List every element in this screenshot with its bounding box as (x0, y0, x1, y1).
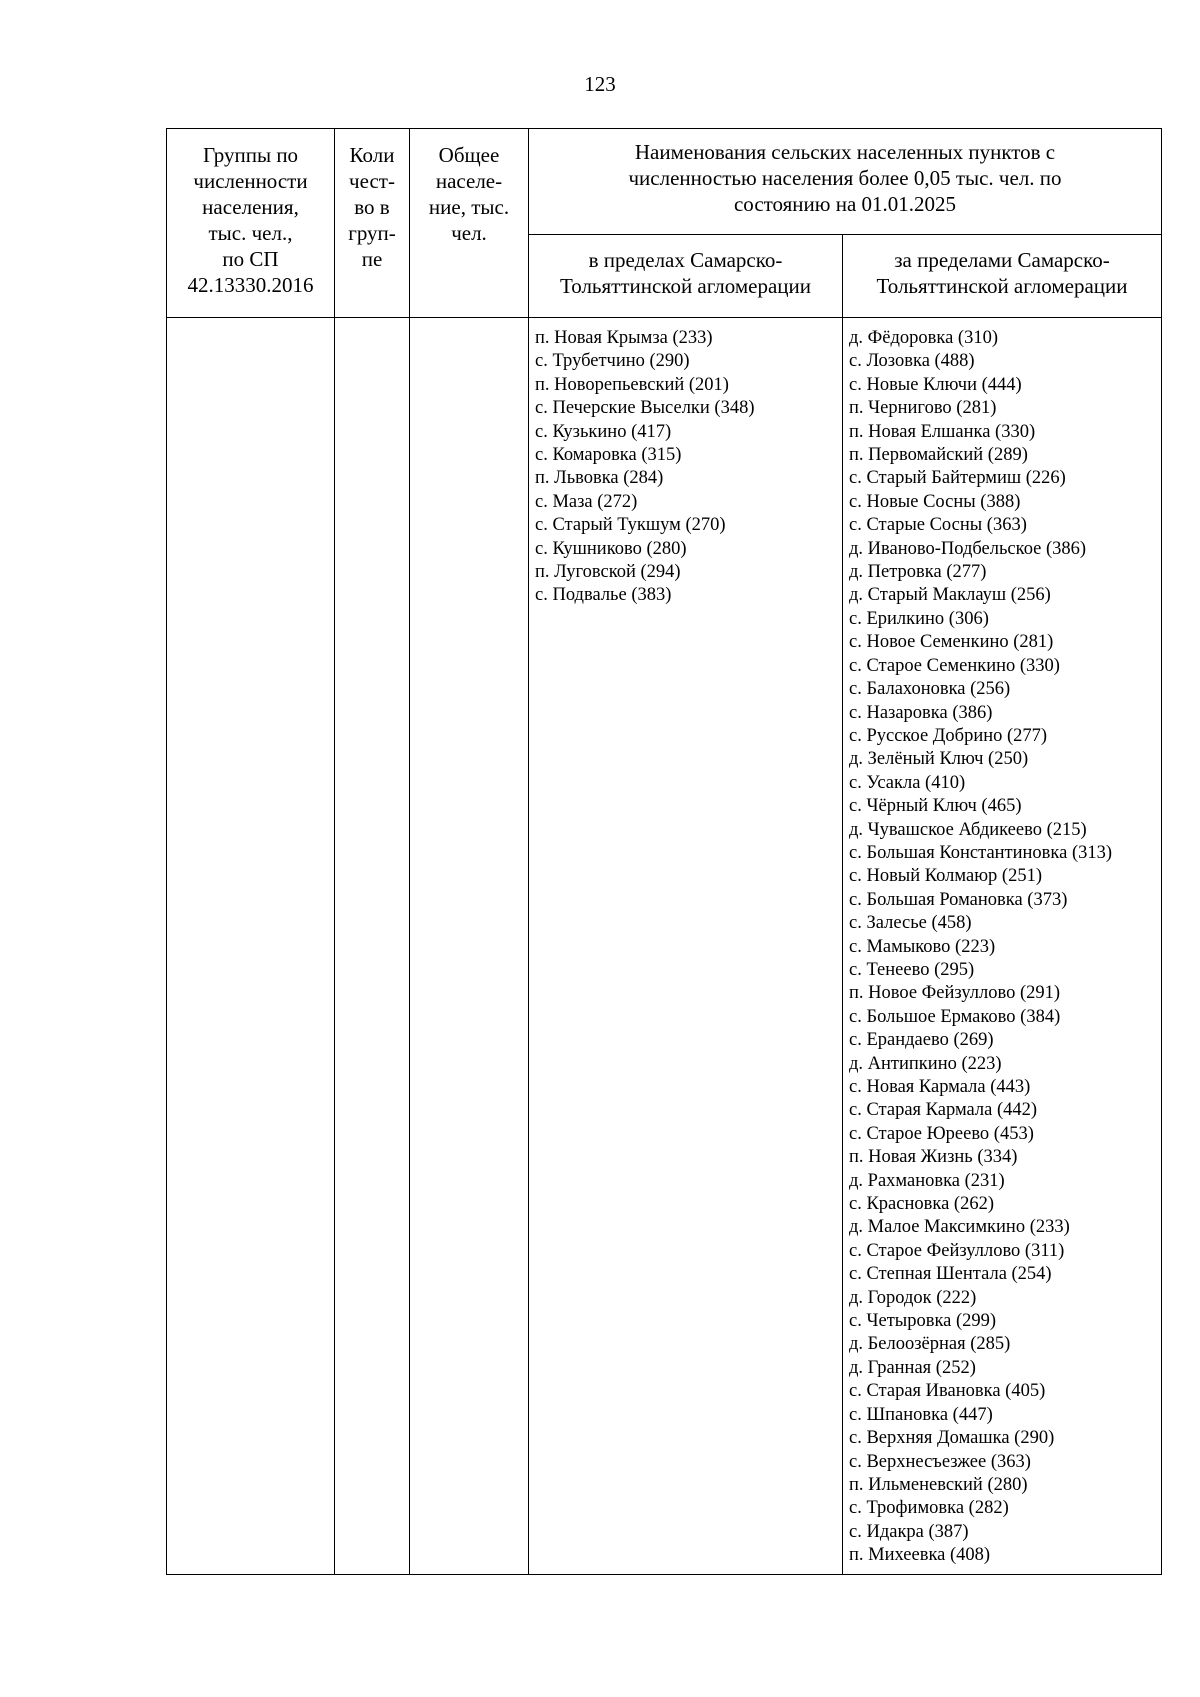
list-item: с. Маза (272) (535, 491, 638, 512)
list-item: с. Русское Добрино (277) (849, 725, 1048, 746)
list-item: с. Кушниково (280) (535, 538, 687, 559)
list-item: с. Новый Колмаюр (251) (849, 866, 1042, 887)
list-item: д. Иваново-Подбельское (386) (849, 538, 1087, 559)
cell-group-empty (167, 318, 335, 1575)
list-item: д. Чувашское Абдикеево (215) (849, 819, 1087, 840)
inside-agglomeration-list (529, 318, 843, 1575)
list-item: с. Новые Ключи (444) (849, 374, 1022, 395)
list-item: с. Назаровка (386) (849, 702, 993, 723)
cell-total-empty (410, 318, 529, 1575)
list-item: с. Старое Фейзуллово (311) (849, 1240, 1065, 1261)
settlements-table (166, 128, 1162, 1575)
list-item: с. Шпановка (447) (849, 1404, 993, 1425)
list-item: с. Старая Кармала (442) (849, 1100, 1038, 1121)
list-item: с. Печерские Выселки (348) (535, 398, 755, 419)
list-item: с. Идакра (387) (849, 1521, 969, 1542)
list-item: с. Новые Сосны (388) (849, 491, 1021, 512)
list-item: с. Ерилкино (306) (849, 608, 989, 629)
cell-count-empty (335, 318, 410, 1575)
list-item: д. Городок (222) (849, 1287, 977, 1308)
list-item: с. Тенеево (295) (849, 959, 975, 980)
list-item: с. Кузькино (417) (535, 421, 672, 442)
list-item: д. Антипкино (223) (849, 1053, 1002, 1074)
list-item: с. Комаровка (315) (535, 445, 682, 466)
list-item: с. Старая Ивановка (405) (849, 1381, 1046, 1402)
header-settlement-names: Наименования сельских населенных пунктов с численностью населения более 0,05 тыс. чел. по состоянию на 01.01.2025 (529, 129, 1162, 235)
list-item: с. Степная Шентала (254) (849, 1264, 1052, 1285)
list-item: с. Старое Юреево (453) (849, 1123, 1034, 1144)
list-item: с. Красновка (262) (849, 1194, 994, 1215)
list-item: с. Мамыково (223) (849, 936, 996, 957)
list-item: п. Львовка (284) (535, 468, 664, 489)
list-item: д. Белоозёрная (285) (849, 1334, 1011, 1355)
list-item: п. Первомайский (289) (849, 445, 1028, 466)
list-item: с. Верхнесъезжее (363) (849, 1451, 1031, 1472)
list-item: д. Малое Максимкино (233) (849, 1217, 1070, 1238)
list-item: с. Старые Сосны (363) (849, 515, 1027, 536)
header-outside-agglomeration: за пределами Самарско- Тольяттинской агломерации (843, 235, 1162, 318)
list-item: с. Большое Ермаково (384) (849, 1006, 1061, 1027)
list-item: с. Трубетчино (290) (535, 351, 690, 372)
list-item: д. Старый Маклауш (256) (849, 585, 1051, 606)
list-item: д. Фёдоровка (310) (849, 328, 999, 348)
list-item: п. Новое Фейзуллово (291) (849, 983, 1061, 1004)
list-item: с. Лозовка (488) (849, 351, 975, 372)
header-total-population: Общее населе- ние, тыс. чел. (410, 129, 529, 318)
list-item: с. Трофимовка (282) (849, 1498, 1009, 1519)
list-item: с. Залесье (458) (849, 913, 972, 934)
list-item: с. Старый Тукшум (270) (535, 515, 726, 536)
list-item: с. Усакла (410) (849, 772, 966, 793)
list-item: п. Михеевка (408) (849, 1545, 991, 1566)
list-item: д. Рахмановка (231) (849, 1170, 1005, 1191)
header-inside-agglomeration: в пределах Самарско- Тольяттинской агломерации (529, 235, 843, 318)
list-item: с. Новая Кармала (443) (849, 1077, 1031, 1097)
list-item: п. Ильменевский (280) (849, 1474, 1028, 1495)
list-item: с. Ерандаево (269) (849, 1030, 994, 1051)
outside-agglomeration-list (843, 318, 1162, 1575)
list-item: п. Чернигово (281) (849, 398, 997, 419)
list-item: с. Балахоновка (256) (849, 679, 1011, 700)
list-item: с. Четыровка (299) (849, 1311, 997, 1332)
list-item: д. Зелёный Ключ (250) (849, 749, 1029, 770)
list-item: с. Старое Семенкино (330) (849, 655, 1060, 676)
list-item: с. Подвалье (383) (535, 585, 672, 606)
header-count-in-group: Коли чест- во в груп- пе (335, 129, 410, 318)
list-item: с. Чёрный Ключ (465) (849, 796, 1022, 817)
list-item: д. Петровка (277) (849, 562, 987, 583)
list-item: п. Новая Крымза (233) (535, 328, 713, 348)
list-item: с. Большая Романовка (373) (849, 889, 1068, 910)
list-item: с. Большая Константиновка (313) (849, 842, 1113, 863)
list-item: д. Гранная (252) (849, 1357, 976, 1378)
list-item: п. Луговской (294) (535, 562, 681, 583)
list-item: с. Новое Семенкино (281) (849, 632, 1054, 653)
page-number: 123 (584, 72, 616, 96)
list-item: п. Новая Елшанка (330) (849, 421, 1036, 442)
list-item: п. Новорепьевский (201) (535, 374, 729, 395)
list-item: с. Старый Байтермиш (226) (849, 468, 1066, 489)
list-item: п. Новая Жизнь (334) (849, 1147, 1018, 1168)
list-item: с. Верхняя Домашка (290) (849, 1428, 1055, 1449)
header-population-groups: Группы по численности населения, тыс. чел., по СП 42.13330.2016 (167, 129, 335, 318)
